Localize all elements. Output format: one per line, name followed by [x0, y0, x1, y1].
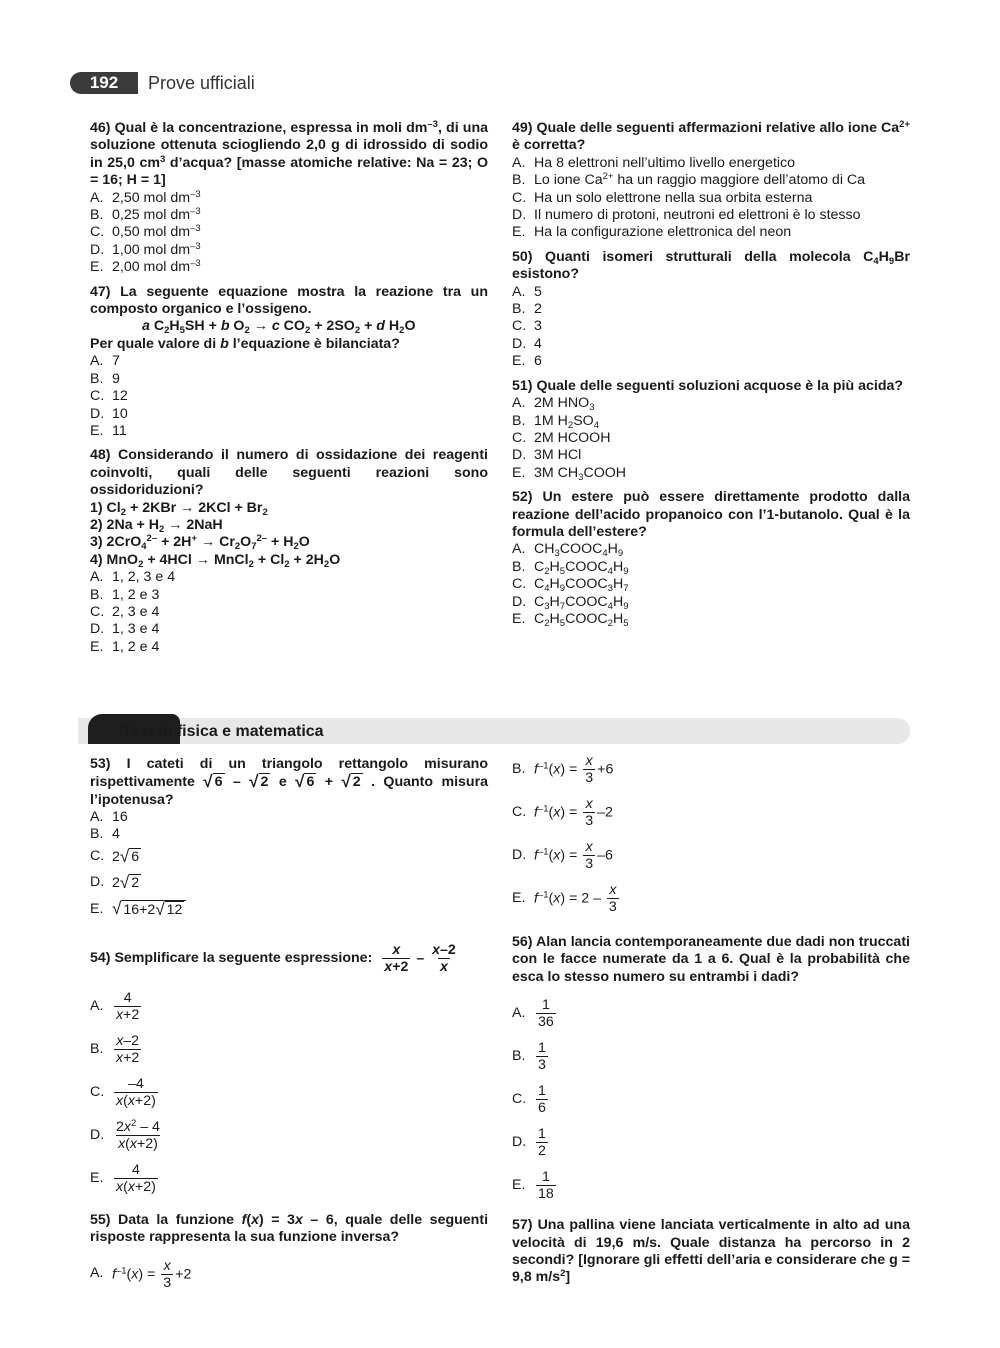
answer-option[interactable]: C. 12	[90, 388, 128, 405]
question-prompt: Per quale valore di b l’equazione è bilanciata?	[90, 335, 400, 352]
question-54	[90, 942, 488, 1200]
question-text: 47) La seguente equazione mostra la reazione tra un composto organico e l’ossigeno.	[90, 283, 488, 318]
answer-option[interactable]: D. 4	[512, 335, 542, 352]
answer-option[interactable]: B. $C_2H_5COOC_4H_9$	[512, 558, 629, 577]
question-55	[90, 1212, 488, 1296]
answer-option[interactable]: B. $\frac{x-2}{x+2}$	[90, 1032, 140, 1066]
reaction-3: 3) $2CrO_4^{2-} + 2H^+ \to Cr_2O_7^{2-} + H_2O$	[90, 533, 310, 553]
answer-option[interactable]: D. 1, 3 e 4	[90, 621, 160, 638]
question-text: 53) I cateti di un triangolo rettangolo misurano rispettivamente √ 6 – √ 2 e √ 6 + √ 2 . Quanto misura l’ipotenusa?	[90, 756, 488, 808]
answer-option[interactable]: A. 7	[90, 353, 120, 370]
reaction-4: 4) MnO$_2$ + 4HCl → MnCl$_2$ + $Cl_2 + 2H_2O$	[90, 551, 341, 570]
reaction-1: 1) $Cl_2 + 2KBr \to 2KCl + Br_2$	[90, 499, 268, 518]
right-column-math	[512, 748, 910, 1294]
answer-option[interactable]: D. $C_3H_7COOC_4H_9$	[512, 593, 629, 612]
answer-option[interactable]: E. √ 16+2 √ 12	[90, 896, 488, 924]
left-column-chemistry	[90, 120, 488, 663]
answer-option[interactable]: D. $\frac{1}{2}$	[512, 1126, 546, 1160]
answer-option[interactable]: C. $\frac{-4}{x(x+2)}$	[90, 1075, 156, 1109]
answer-option[interactable]: E. 3M $CH_3COOH$	[512, 464, 627, 483]
reaction-2: 2) $2Na + H_2 \to 2NaH$	[90, 516, 223, 535]
answer-option[interactable]: C. 0,50 mol $dm^{-3}$	[90, 223, 201, 241]
answer-option[interactable]: E. $C_2H_5COOC_2H_5$	[512, 610, 629, 629]
answer-option[interactable]: A. 16	[90, 808, 128, 825]
answer-option[interactable]: B. Lo ione $Ca^{2+}$ ha un raggio maggiore dell’atomo di Ca	[512, 171, 866, 189]
answer-option[interactable]: A. $f^{-1}(x)$ = $\frac{x}{3}$ +2	[90, 1257, 192, 1291]
answer-option[interactable]: E. 11	[90, 422, 127, 439]
answer-option[interactable]: A. 2M $HNO_3$	[512, 395, 595, 414]
question-47	[90, 284, 488, 441]
answer-option[interactable]: C. 2M HCOOH	[512, 429, 611, 446]
answer-option[interactable]: B. 0,25 mol $dm^{-3}$	[90, 206, 201, 224]
answer-option[interactable]: A. $\frac{1}{36}$	[512, 997, 554, 1031]
chemical-equation: a $C_2H_5SH + b$ $O_2 \to c$ $CO_2 + 2SO_2 + d$ $H_2O$	[142, 318, 416, 337]
left-column-math	[90, 756, 488, 1303]
right-column-chemistry	[512, 120, 910, 635]
question-48	[90, 447, 488, 656]
answer-option[interactable]: C. $\frac{1}{6}$	[512, 1083, 546, 1117]
question-52	[512, 489, 910, 628]
question-text: 51) Quale delle seguenti soluzioni acquose è la più acida?	[512, 377, 904, 394]
question-55-continued	[512, 748, 910, 920]
answer-option[interactable]: C. 3	[512, 318, 542, 335]
answer-option[interactable]: C. $f^{-1}(x)$ = $\frac{x}{3}$ –2	[512, 796, 613, 829]
answer-option[interactable]: D. 3M HCl	[512, 447, 582, 464]
question-text: 49) Quale delle seguenti affermazioni relative allo ione $Ca^{2+}$ è corretta?	[512, 119, 910, 154]
question-56	[512, 934, 910, 1207]
answer-option[interactable]: D. 1,00 mol $dm^{-3}$	[90, 240, 201, 258]
question-text: 56) Alan lancia contemporaneamente due dadi non truccati con le facce numerate da 1 a 6. Qual è la probabilità che esca lo stesso numero su entrambi i dadi?	[512, 934, 910, 985]
answer-option[interactable]: E. 2,00 mol $dm^{-3}$	[90, 258, 201, 276]
page-running-title: Prove ufficiali	[148, 73, 255, 93]
question-49	[512, 120, 910, 242]
answer-option[interactable]: A. $CH_3COOC_4H_9$	[512, 541, 624, 560]
answer-option[interactable]: E. $\frac{4}{x(x+2)}$	[90, 1161, 156, 1195]
question-57	[512, 1217, 910, 1287]
answer-option[interactable]: D. 2 √ 2	[90, 872, 140, 892]
question-50	[512, 249, 910, 371]
expression: $\frac{x}{x+2}$ – $\frac{x-2}{x}$	[384, 941, 456, 975]
question-text: 57) Una pallina viene lanciata verticalmente in alto ad una velocità di 19,6 m/s. Quale distanza ha percorso in 2 secondi? [Ignorare gli effetti dell’aria e considerare che g = 9,8 $m/s^2$]	[512, 1217, 910, 1286]
answer-option[interactable]: A. $\frac{4}{x+2}$	[90, 989, 140, 1023]
answer-option[interactable]: E. Ha la configurazione elettronica del neon	[512, 224, 792, 241]
answer-option[interactable]: B. 1, 2 e 3	[90, 586, 160, 603]
answer-option[interactable]: C. 2, 3 e 4	[90, 603, 160, 620]
answer-option[interactable]: B. 9	[90, 370, 120, 387]
question-51	[512, 378, 910, 482]
answer-option[interactable]: B. 2	[512, 301, 542, 318]
page-number: 192	[70, 72, 138, 94]
question-text: 50) Quanti isomeri strutturali della molecola $C_4H_9Br$ esistono?	[512, 248, 910, 283]
answer-option[interactable]: C. Ha un solo elettrone nella sua orbita esterna	[512, 189, 813, 206]
question-text: 52) Un estere può essere direttamente prodotto dalla reazione dell’acido propanoico con l’1-butanolo. Qual è la formula dell’estere?	[512, 489, 910, 540]
answer-option[interactable]: E. 6	[512, 353, 542, 370]
question-text: 46) Qual è la concentrazione, espressa in moli $dm^{-3}$, di una soluzione ottenuta sciogliendo 2,0 g di idrossido di sodio in 25,0 $cm^3$ d’acqua? [masse atomiche relative: Na = 23; O = 16; H = 1]	[90, 119, 488, 189]
answer-option[interactable]: A. 1, 2, 3 e 4	[90, 569, 176, 586]
answer-option[interactable]: B. 1M $H_2SO_4$	[512, 412, 599, 431]
answer-option[interactable]: B. $f^{-1}(x)$ = $\frac{x}{3}$ +6	[512, 753, 614, 786]
answer-option[interactable]: A. 2,50 mol $dm^{-3}$	[90, 188, 201, 206]
question-46	[90, 120, 488, 277]
answer-option[interactable]: A. Ha 8 elettroni nell’ultimo livello energetico	[512, 154, 796, 171]
section-title: Test di fisica e matematica	[122, 723, 324, 740]
answer-option[interactable]: D. Il numero di protoni, neutroni ed elettroni è lo stesso	[512, 207, 861, 224]
question-text: 48) Considerando il numero di ossidazione dei reagenti coinvolti, quali delle seguenti reazioni sono ossidoriduzioni?	[90, 447, 488, 499]
question-53	[90, 756, 488, 924]
answer-option[interactable]: E. 1, 2 e 4	[90, 638, 160, 655]
question-text: 54) Semplificare la seguente espressione: $\frac{x}{x+2}$ – $\frac{x-2}{x}$	[90, 942, 488, 975]
answer-option[interactable]: B. 4	[90, 826, 120, 843]
answer-option[interactable]: D. 10	[90, 405, 128, 422]
answer-option[interactable]: B. $\frac{1}{3}$	[512, 1040, 546, 1074]
answer-option[interactable]: E. $f^{-1}(x) = 2$ – $\frac{x}{3}$	[512, 882, 617, 915]
answer-option[interactable]: C. $C_4H_9COOC_3H_7$	[512, 576, 629, 595]
answer-option[interactable]: C. 2 √ 6	[90, 846, 140, 866]
question-text: 55) Data la funzione f(x) = 3x – 6, quale delle seguenti risposte rappresenta la sua funzione inversa?	[90, 1211, 489, 1246]
answer-option[interactable]: D. $\frac{2x^2 - 4}{x(x+2)}$	[90, 1117, 160, 1152]
answer-option[interactable]: E. $\frac{1}{18}$	[512, 1169, 554, 1203]
answer-option[interactable]: D. $f^{-1}(x)$ = $\frac{x}{3}$ –6	[512, 839, 613, 872]
answer-option[interactable]: A. 5	[512, 283, 542, 300]
